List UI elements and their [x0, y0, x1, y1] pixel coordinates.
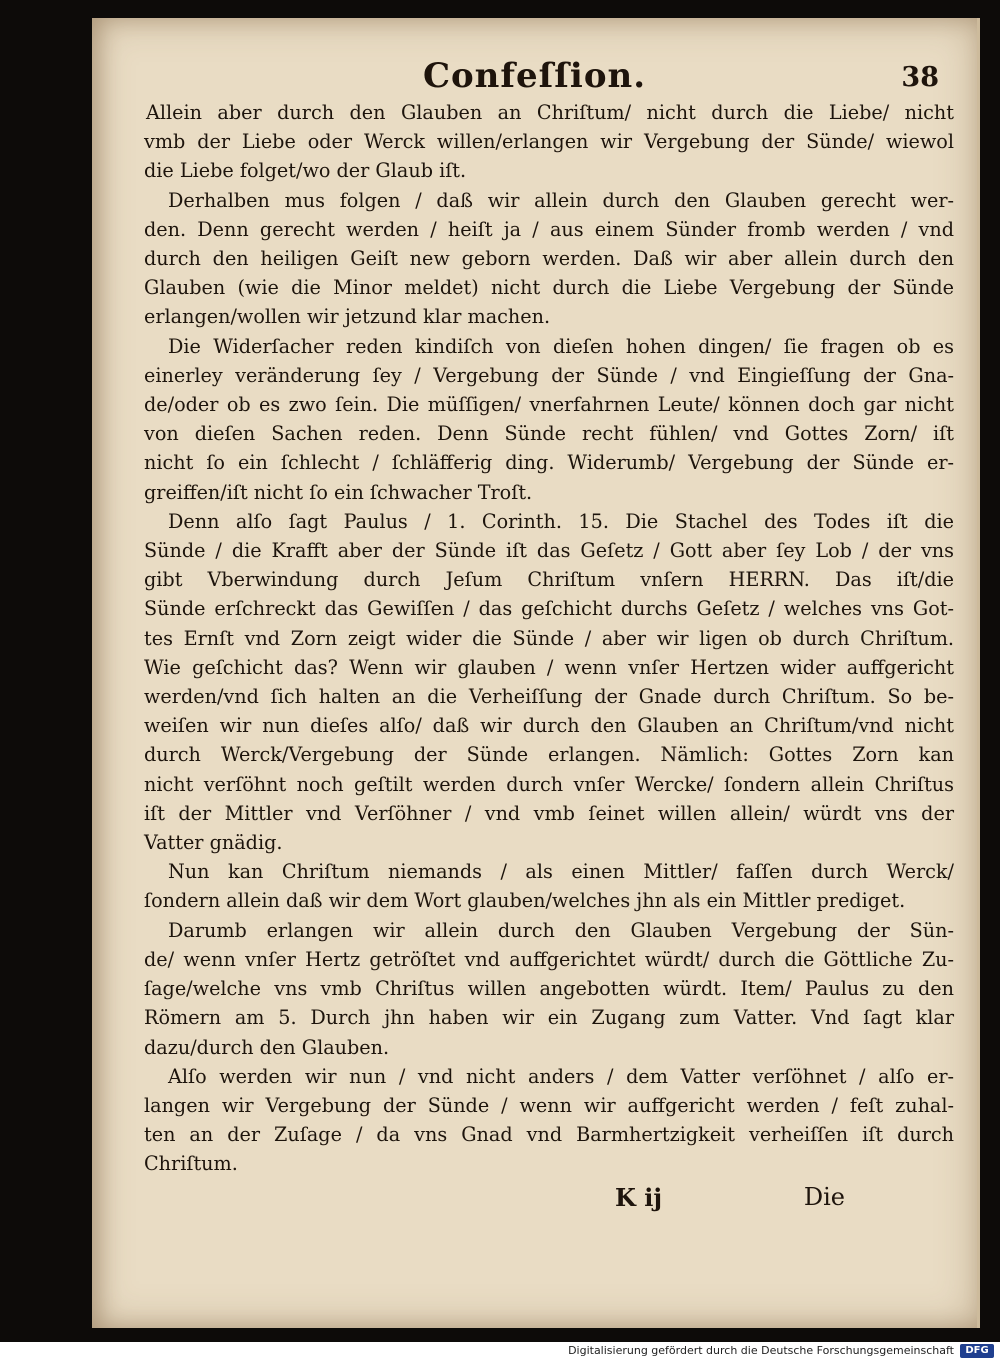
text-line: Römern am 5. Durch jhn haben wir ein Zugang zum Vatter. Vnd ſagt klar [144, 1006, 954, 1030]
text-line: ſage/welche vns vmb Chriſtus willen angebotten würdt. Item/ Paulus zu den [144, 977, 954, 1001]
text-line: Die Widerſacher reden kindiſch von dieſen hohen dingen/ ſie fragen ob es [168, 334, 954, 358]
text-line: weiſen wir nun dieſes alſo/ daß wir durch den Glauben an Chriſtum/vnd nicht [144, 714, 954, 738]
paragraph [144, 332, 954, 507]
running-head: Confeſſion. [422, 56, 647, 96]
text-line: Darumb erlangen wir allein durch den Glauben Vergebung der Sün- [168, 918, 954, 942]
text-line: nicht verſöhnt noch geſtilt werden durch vnſer Wercke/ ſondern allein Chriſtus [144, 772, 954, 796]
page-number: 38 [901, 62, 939, 93]
text-line: Nun kan Chriſtum niemands / als einen Mittler/ faſſen durch Werck/ [168, 860, 954, 884]
funding-credit: Digitalisierung gefördert durch die Deutsche Forschungsgemeinschaft [568, 1344, 954, 1357]
text-line: de/ wenn vnſer Hertz getröſtet vnd auffgerichtet würdt/ durch die Göttliche Zu- [144, 947, 954, 971]
paragraph [144, 507, 954, 857]
paragraph [144, 186, 954, 332]
text-line: Alſo werden wir nun / vnd nicht anders / dem Vatter verſöhnet / alſo er- [168, 1064, 954, 1088]
text-line: Denn alſo ſagt Paulus / 1. Corinth. 15. Die Stachel des Todes iſt die [168, 509, 954, 533]
signature-mark: K ij [615, 1183, 663, 1212]
digitization-footer [0, 1342, 1000, 1361]
paragraph [144, 857, 954, 915]
text-line: ſondern allein daß wir dem Wort glauben/welches jhn als ein Mittler prediget. [144, 889, 906, 913]
text-line: ten an der Zuſage / da vns Gnad vnd Barmhertzigkeit verheiſſen iſt durch [144, 1123, 954, 1147]
text-line: vmb der Liebe oder Werck willen/erlangen wir Vergebung der Sünde/ wiewol [144, 130, 954, 154]
dfg-logo: DFG [960, 1344, 994, 1358]
text-line: greiffen/iſt nicht ſo ein ſchwacher Troſt. [144, 480, 533, 504]
text-line: nicht ſo ein ſchlecht / ſchläfferig ding. Widerumb/ Vergebung der Sünde er- [144, 451, 954, 475]
text-line: durch den heiligen Geiſt new geborn werden. Daß wir aber allein durch den [144, 247, 954, 271]
text-line: Allein aber durch den Glauben an Chriſtum/ nicht durch die Liebe/ nicht [146, 101, 954, 124]
text-line: von dieſen Sachen reden. Denn Sünde recht fühlen/ vnd Gottes Zorn/ iſt [144, 422, 954, 446]
text-line: langen wir Vergebung der Sünde / wenn wir auffgericht werden / feſt zuhal- [144, 1093, 954, 1117]
text-line: tes Ernſt vnd Zorn zeigt wider die Sünde / aber wir ligen ob durch Chriſtum. [144, 626, 954, 650]
text-line: Glauben (wie die Minor meldet) nicht durch die Liebe Vergebung der Sünde [144, 276, 954, 300]
text-line: Sünde erſchreckt das Gewiſſen / das geſchicht durchs Geſetz / welches vns Got- [144, 597, 954, 621]
paragraph [144, 98, 954, 186]
text-line: Vatter gnädig. [144, 831, 283, 855]
text-line: werden/vnd ſich halten an die Verheiſſung der Gnade durch Chriſtum. So be- [144, 685, 954, 709]
text-line: Derhalben mus folgen / daß wir allein durch den Glauben gerecht wer- [168, 188, 954, 212]
text-line: die Liebe folget/wo der Glaub iſt. [144, 159, 467, 183]
body-text [144, 98, 954, 1179]
text-line: de/oder ob es zwo ſein. Die müſſigen/ vnerfahrnen Leute/ können doch gar nicht [144, 393, 954, 417]
text-line: Sünde / die Krafft aber der Sünde iſt das Geſetz / Gott aber ſey Lob / der vns [144, 539, 954, 563]
text-line: Wie geſchicht das? Wenn wir glauben / wenn vnſer Hertzen wider auffgericht [144, 655, 954, 679]
text-line: iſt der Mittler vnd Verſöhner / vnd vmb ſeinet willen allein/ würdt vns der [144, 801, 954, 825]
text-line: Chriſtum. [144, 1152, 238, 1176]
text-line: durch Werck/Vergebung der Sünde erlangen. Nämlich: Gottes Zorn kan [144, 743, 954, 767]
book-page [92, 18, 980, 1328]
catchword: Die [803, 1183, 845, 1211]
text-line: einerley veränderung ſey / Vergebung der Sünde / vnd Eingieſſung der Gna- [144, 363, 954, 387]
text-line: erlangen/wollen wir jetzund klar machen. [144, 305, 551, 329]
text-line: den. Denn gerecht werden / heiſt ja / aus einem Sünder fromb werden / vnd [144, 217, 954, 241]
text-line: gibt Vberwindung durch Jeſum Chriſtum vnſern HERRN. Das iſt/die [144, 568, 954, 592]
paragraph [144, 916, 954, 1062]
catchline [92, 1183, 977, 1223]
text-line: dazu/durch den Glauben. [144, 1035, 390, 1059]
paragraph [144, 1062, 954, 1179]
